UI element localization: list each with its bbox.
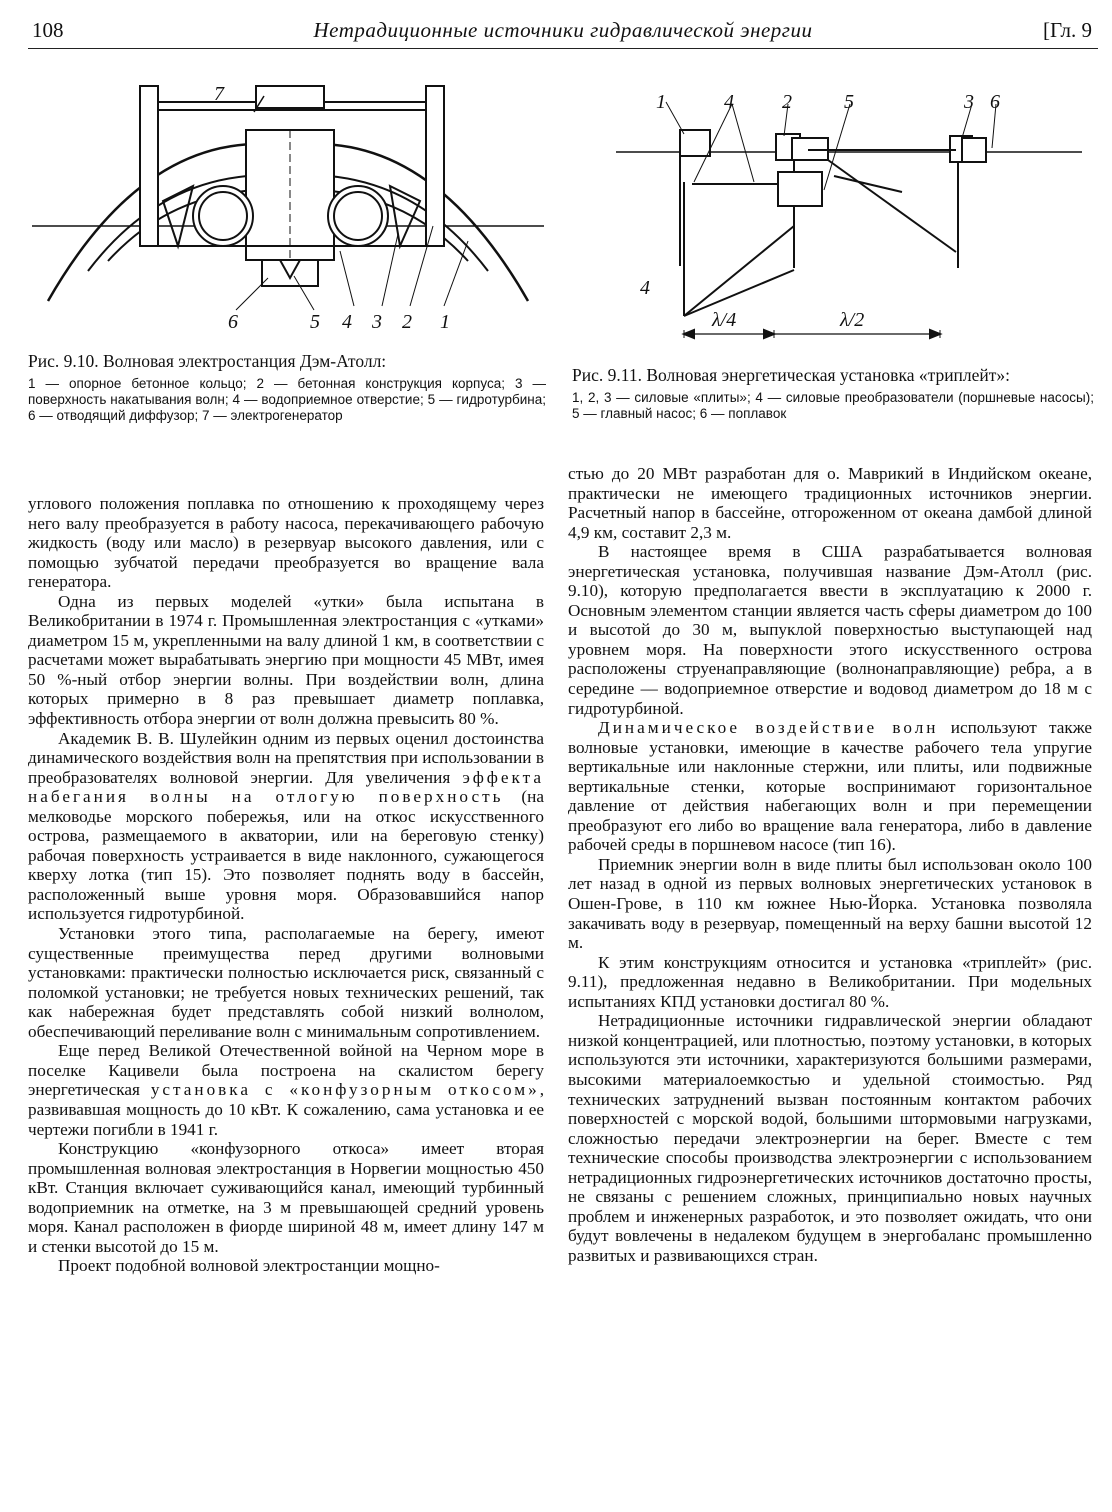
right-paragraph-2: В настоящее время в США разрабатывается волновая энергетическая установка, получившая название Дэм-Атолл (рис. 9.10), которую предполагается ввести в эксплуатацию к 2000 г. Основным элементом станции является часть сферы диаметром до 100 и высотой до 30 м, выпуклой поверхностью выступающей над уровнем моря. На поверхности этого искусственного острова расположены струенаправляющие (волнонаправляющие) ребра, а в середине — водоприемное отверстие и водовод диаметром до 18 м с гидротурбиной. <box>568 542 1092 718</box>
triplate-drawing <box>572 86 1096 358</box>
fig2-label-1: 1 <box>656 91 666 113</box>
fig2-dimension-quarter-wavelength: λ/4 <box>712 309 737 331</box>
right-paragraph-3-part-1: используют также волновые установки, имеющие в качестве рабочего тела упругие вертикальные или наклонные стержни, или плиты, или подвижные вертикальные стенки, которые воспринимают горизонтальное давление от действия набегающих волн и при перемещении преобразуют его либо во вращение вала генератора, либо в давление рабочей среды в поршневом насосе (тип 16). <box>568 718 1092 855</box>
left-paragraph-3 <box>28 729 544 924</box>
fig1-label-6: 6 <box>228 311 238 333</box>
running-title: Нетрадиционные источники гидравлической энергии <box>313 18 813 42</box>
left-paragraph-5-part-1: Еще перед Великой Отечественной войной на Черном море в поселке Кацивели была построена на скалистом берегу энергетическая <box>28 1041 544 1100</box>
fig2-label-3: 3 <box>964 91 974 113</box>
fig2-label-2: 2 <box>782 91 792 113</box>
left-paragraph-5 <box>28 1041 544 1139</box>
fig2-label-4-top: 4 <box>724 91 734 113</box>
right-paragraph-3-emphasis: Динамическое воздействие волн <box>598 718 939 738</box>
fig2-label-4-bottom: 4 <box>640 277 650 299</box>
fig2-label-6: 6 <box>990 91 1000 113</box>
fig-9-11-caption-title: Рис. 9.11. Волновая энергетическая установка «триплейт»: <box>572 365 1011 385</box>
fig1-label-5: 5 <box>310 311 320 333</box>
fig-9-10-caption-legend: 1 — опорное бетонное кольцо; 2 — бетонная конструкция корпуса; 3 — поверхность накатывания волн; 4 — водоприемное отверстие; 5 — гидротурбина; 6 — отводящий диффузор; 7 — электрогенератор <box>28 376 546 423</box>
right-paragraph-3 <box>568 718 1092 855</box>
chapter-marker: [Гл. 9 <box>1042 18 1092 42</box>
dam-atoll-drawing <box>28 66 548 336</box>
left-paragraph-5-part-2: , развивавшая мощность до 10 кВт. К сожалению, сама установка и ее чертежи погибли в 1941 г. <box>28 1080 545 1139</box>
fig1-label-7: 7 <box>214 83 224 105</box>
left-text-column <box>28 494 544 1276</box>
fig1-label-2: 2 <box>402 311 412 333</box>
right-paragraph-5: К этим конструкциям относится и установка «триплейт» (рис. 9.11), предложенная недавно в Великобритании. При модельных испытаниях КПД установки достигал 80 %. <box>568 952 1092 1011</box>
left-paragraph-3-part-2: (на мелководье морского побережья, или на откос искусственного острова, размещаемого в акватории, или на береговую стенку) рабочая поверхность устраивается в виде наклонного, сужающегося кверху лотка (тип 15). Это позволяет поднять воду в бассейн, расположенный выше уровня моря. Образовавшийся напор используется гидротурбиной. <box>28 787 544 924</box>
fig1-label-1: 1 <box>440 311 450 333</box>
left-paragraph-1: углового положения поплавка по отношению к проходящему через него валу преобразуется в работу насоса, перекачивающего рабочую жидкость (воду или масло) в резервуар высокого давления, или с помощью зубчатой передачи преобразуется во вращение вала генератора. <box>28 494 544 592</box>
left-paragraph-3-emphasis: эффекта набегания волны на отлогую поверхность <box>28 767 544 807</box>
right-paragraph-4: Приемник энергии волн в виде плиты был использован около 100 лет назад в одной из первых волновых энергетических установок в Ошен-Грове, в 110 км южнее Нью-Йорка. Установка позволяла закачивать воду в резервуар, помещенный на верху башни высотой 12 м. <box>568 854 1092 953</box>
figure-9-10 <box>28 66 548 424</box>
left-paragraph-6: Конструкцию «конфузорного откоса» имеет вторая промышленная волновая электростанция в Норвегии мощностью 450 кВт. Станция включает суживающийся канал, имеющий турбинный водоприемник на отметке, на 3 м превышающей средний уровень моря. Канал расположен в фиорде шириной 48 м, имеет длину 147 м и стенки высотой до 15 м. <box>28 1139 544 1256</box>
left-paragraph-2: Одна из первых моделей «утки» была испытана в Великобритании в 1974 г. Промышленная электростанция с «утками» диаметром 15 м, укрепленными на валу длиной 1 км, в соответствии с расчетами может вырабатывать энергию при мощности 45 МВт, имея 50 %-ный отбор энергии волны. При воздействии волн, длина которых примерно в 8 раз превышает диаметр поплавка, эффективность отбора энергии от волн должна превысить 80 %. <box>28 591 544 729</box>
figure-9-11 <box>572 86 1096 422</box>
left-paragraph-5-emphasis: установка с «конфузорным откосом» <box>150 1080 540 1100</box>
right-paragraph-6: Нетрадиционные источники гидравлической энергии обладают низкой концентрацией, или плотностью, поэтому установки, в которых используются эти источники, характеризуются большими размерами, высокими материалоемкостью и удельной стоимостью. Ряд технических затруднений вызван постоянным контактом рабочих поверхностей с морской водой, большими штормовыми нагрузками, сложностью передачи электроэнергии на берег. Вместе с тем технические способы производства электроэнергии с использованием нетрадиционных гидроэнергетических источников достаточно просты, не связаны с решением сложных, принципиально новых научных проблем и инженерных разработок, и это позволяет ожидать, что они будут вовлечены в недалеком будущем в энергобаланс промышленно развитых и развивающихся стран. <box>568 1011 1092 1265</box>
right-paragraph-1: стью до 20 МВт разработан для о. Маврикий в Индийском океане, практически не имеющего традиционных источников энергии. Расчетный напор в бассейне, отгороженном от океана дамбой длиной 4,9 км, составит 2,3 м. <box>568 464 1092 542</box>
page-number: 108 <box>32 18 64 42</box>
fig1-label-3: 3 <box>372 311 382 333</box>
fig2-label-5: 5 <box>844 91 854 113</box>
fig-9-10-caption-title: Рис. 9.10. Волновая электростанция Дэм-Атолл: <box>28 351 387 371</box>
running-header <box>28 14 1098 49</box>
left-paragraph-3-part-1: Академик В. В. Шулейкин одним из первых оценил достоинства динамического воздействия волн на препятствия при использовании в преобразователях волновой энергии. Для увеличения <box>28 728 544 787</box>
left-paragraph-4: Установки этого типа, располагаемые на берегу, имеют существенные преимущества перед другими волновыми установками: практически полностью исключается риск, связанный с поломкой установки; не требуется новых технических решений, так как набережная будет представлять собой низкий волнолом, обеспечивающий переливание волн с минимальным сопротивлением. <box>28 924 544 1041</box>
right-text-column <box>568 464 1092 1265</box>
fig1-label-4: 4 <box>342 311 352 333</box>
left-paragraph-7: Проект подобной волновой электростанции мощно- <box>58 1256 440 1276</box>
fig2-dimension-half-wavelength: λ/2 <box>840 309 865 331</box>
fig-9-11-caption-legend: 1, 2, 3 — силовые «плиты»; 4 — силовые преобразователи (поршневые насосы); 5 — главный насос; 6 — поплавок <box>572 390 1094 421</box>
